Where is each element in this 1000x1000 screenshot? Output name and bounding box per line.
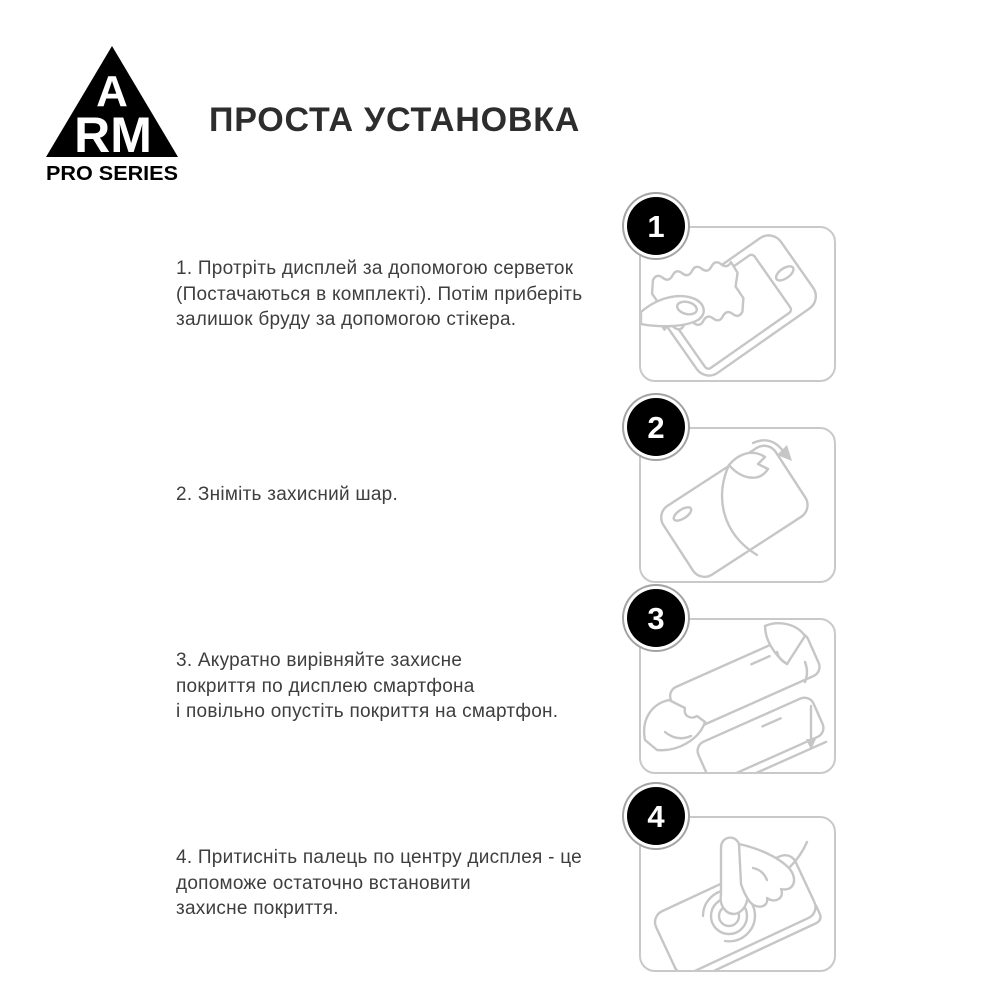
step-1-line-3: залишок бруду за допомогою стікера.	[176, 309, 517, 330]
step-2-illustration-box	[639, 409, 836, 583]
page-title: ПРОСТА УСТАНОВКА	[209, 101, 581, 139]
step-4-line-3: захисне покриття.	[176, 898, 339, 919]
step-4-text	[176, 845, 582, 922]
step-2-text	[176, 482, 398, 508]
arm-pro-series-logo	[38, 44, 186, 186]
step-1-number: 1	[647, 208, 665, 244]
step-1-illustration-box	[639, 208, 836, 382]
step-1-line-1: 1. Протріть дисплей за допомогою серветок	[176, 258, 574, 279]
step-4-line-2: допоможе остаточно встановити	[176, 872, 471, 894]
step-1-text	[176, 256, 582, 333]
logo-letters-rm: RM	[74, 107, 152, 163]
logo-letter-a: A	[96, 67, 128, 116]
step-3-line-2: покриття по дисплею смартфона	[176, 675, 475, 697]
arm-logo-graphic	[38, 44, 186, 186]
step-2-number: 2	[647, 409, 665, 445]
step-4-number: 4	[647, 798, 665, 834]
step-1-number-badge	[627, 197, 685, 255]
step-1-line-2: (Постачаються в комплекті). Потім приберіть	[176, 283, 583, 305]
step-3-line-1: 3. Акуратно вирівняйте захисне	[176, 650, 463, 671]
step-3-text	[176, 648, 558, 725]
step-4-illustration-box	[639, 798, 836, 972]
step-3-number: 3	[647, 600, 665, 636]
step-3-number-badge	[627, 589, 685, 647]
step-2-number-badge	[627, 398, 685, 456]
step-4-line-1: 4. Притисніть палець по центру дисплея - це	[176, 847, 582, 868]
finger	[641, 296, 704, 326]
step-4-number-badge	[627, 787, 685, 845]
step-3-line-3: і повільно опустіть покриття на смартфон.	[176, 701, 559, 722]
step-2-line-1: 2. Зніміть захисний шар.	[176, 484, 399, 505]
step-3-illustration-box	[639, 600, 836, 774]
logo-subtitle: PRO SERIES	[46, 163, 178, 185]
